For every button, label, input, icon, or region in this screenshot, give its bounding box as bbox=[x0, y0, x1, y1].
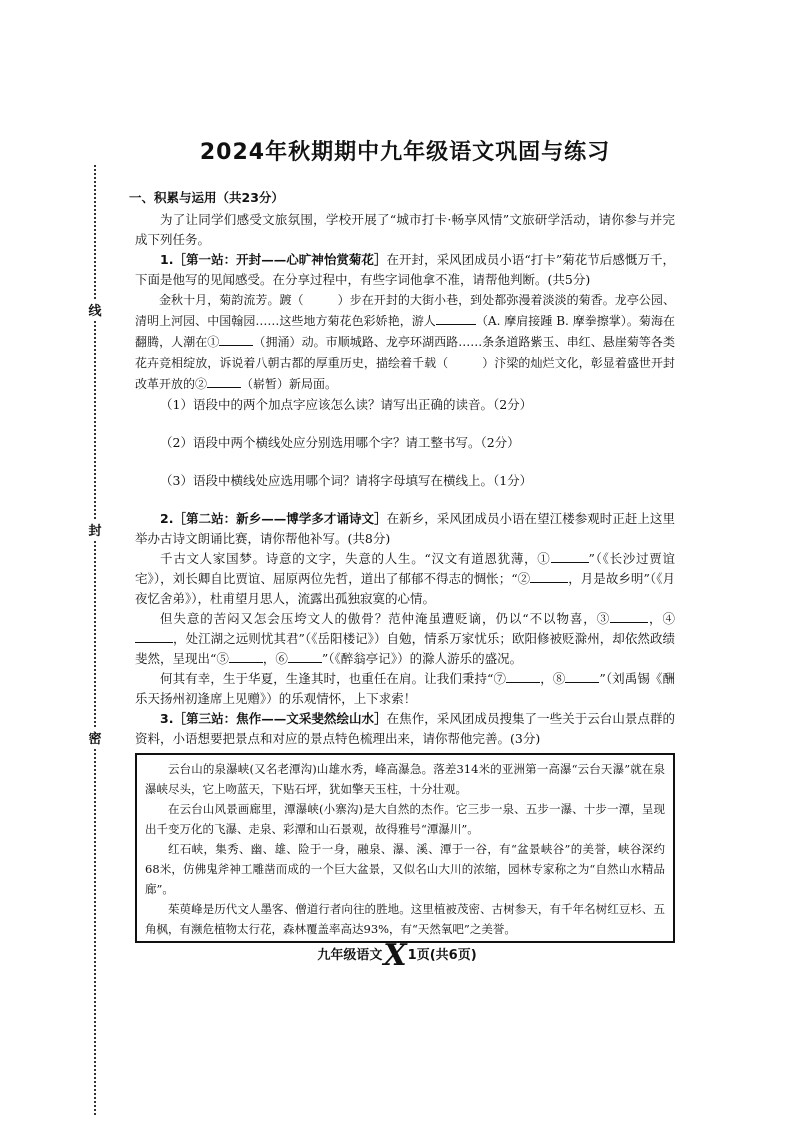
task1-question-3: （3）语段中横线处应选用哪个词？请将字母填写在横线上。（1分） bbox=[160, 473, 533, 488]
footer-page: 1页(共6页) bbox=[407, 948, 477, 963]
task3-text: 在焦作，采风团成员搜集了一些关于云台山景点群的资料，小语想要把景点和对应的景点特色梳理出来，请你帮他完善。(3分) bbox=[135, 711, 675, 746]
task1 bbox=[135, 250, 675, 290]
footer-subject: 九年级语文 bbox=[317, 948, 383, 963]
box-paragraph-2: 在云台山风景画廊里，潭瀑峡(小寨沟)是大自然的杰作。它三步一泉、五步一瀑、十步一潭，呈现出千变万化的飞瀑、走泉、彩潭和山石景观，故得雅号“潭瀑川”。 bbox=[145, 802, 665, 836]
footer-mark: X bbox=[383, 938, 407, 973]
passage-part: 金秋十月，菊韵流芳。踱（ bbox=[159, 293, 304, 307]
passage-part: （崭暂）新局面。 bbox=[241, 377, 338, 391]
answer-blank-2[interactable] bbox=[207, 374, 241, 388]
answer-blank-8[interactable] bbox=[565, 669, 599, 683]
task2-paragraph-2 bbox=[135, 609, 675, 669]
page-footer bbox=[0, 938, 794, 973]
answer-blank-a[interactable] bbox=[436, 311, 476, 325]
content-area bbox=[129, 135, 675, 943]
task2-label: 2.［第二站：新乡——博学多才诵诗文］ bbox=[160, 511, 387, 526]
answer-blank-2[interactable] bbox=[530, 569, 568, 583]
answer-blank-1[interactable] bbox=[551, 549, 589, 563]
task2-paragraph-3 bbox=[135, 669, 675, 709]
task2-text: 在新乡，采风团成员小语在望江楼参观时正赶上这里举办古诗文朗诵比赛，请你帮他补写。(共8分) bbox=[135, 511, 675, 546]
text-part: ，⑥ bbox=[262, 651, 288, 666]
section-heading: 一、积累与运用（共23分） bbox=[129, 190, 284, 205]
task1-question-2: （2）语段中两个横线处应分别选用哪个字？请工整书写。（2分） bbox=[160, 435, 520, 450]
box-paragraph-3: 红石峡，集秀、幽、雄、险于一身，融泉、瀑、溪、潭于一谷，有“盆景峡谷”的美誉，峡谷深约68米，仿佛鬼斧神工雕凿而成的一个巨大盆景，又似名山大川的浓缩，园林专家称之为“自然山水精品廊”。 bbox=[145, 842, 665, 896]
text-part: ，⑧ bbox=[540, 671, 566, 686]
passage-part: ）汴梁的灿烂文化，彰显着盛世开封改革开放的② bbox=[135, 356, 675, 391]
text-part: 何其有幸，生于华夏，生逢其时，也重任在肩。让我们秉持“⑦ bbox=[160, 671, 507, 686]
section-intro: 为了让同学们感受文旅氛围，学校开展了“城市打卡·畅享风情”文旅研学活动，请你参与并完成下列任务。 bbox=[135, 212, 675, 247]
task1-label: 1.［第一站：开封——心旷神怡赏菊花］ bbox=[160, 252, 387, 267]
binding-char-mi: 密 bbox=[84, 728, 106, 747]
text-part: 千古文人家国梦。诗意的文字，失意的人生。“汉文有道恩犹薄，① bbox=[160, 551, 551, 566]
task1-passage bbox=[135, 290, 675, 395]
text-part: ”（《醉翁亭记》）的滁人游乐的盛况。 bbox=[321, 651, 523, 666]
scenic-info-box bbox=[135, 753, 675, 943]
task3-label: 3.［第三站：焦作——文采斐然绘山水］ bbox=[160, 711, 387, 726]
passage-part: （A. 摩肩接踵 B. 摩拳擦掌）。菊海在翻腾，人潮在① bbox=[135, 314, 675, 349]
binding-char-feng: 封 bbox=[84, 520, 106, 539]
task2-paragraph-1 bbox=[135, 549, 675, 609]
task3 bbox=[135, 709, 675, 749]
text-part: 但失意的苦闷又怎会压垮文人的傲骨？范仲淹虽遭贬谪，仍以“不以物喜，③ bbox=[160, 611, 611, 626]
task1-question-1: （1）语段中的两个加点字应该怎么读？请写出正确的读音。（2分） bbox=[160, 397, 533, 412]
answer-blank-6[interactable] bbox=[288, 649, 322, 663]
task2 bbox=[135, 509, 675, 549]
box-paragraph-4: 茱萸峰是历代文人墨客、僧道行者向往的胜地。这里植被茂密、古树参天，有千年名树红豆杉、五角枫，有濒危植物太行花，森林覆盖率高达93%，有“天然氧吧”之美誉。 bbox=[145, 902, 665, 936]
answer-blank-4[interactable] bbox=[135, 629, 173, 643]
task1-text: 在开封，采风团成员小语“打卡”菊花节后感慨万千，下面是他写的见闻感受。在分享过程中，有些字词他拿不准，请帮他判断。(共5分) bbox=[135, 252, 675, 287]
text-part: ，④ bbox=[648, 611, 675, 626]
binding-char-xian: 线 bbox=[84, 300, 106, 319]
text-part: ，处江湖之远则忧其君”（《岳阳楼记》）自勉，情系万家忧乐；欧阳修被贬滁州，却依然政绩斐然，呈现出“⑤ bbox=[135, 631, 675, 666]
answer-blank-5[interactable] bbox=[229, 649, 263, 663]
text-part: ”（刘禹锡《酬乐天扬州初逢席上见赠》）的乐观情怀，上下求索！ bbox=[135, 671, 675, 706]
passage-part: （拥涌）动。市顺城路、龙亭环湖西路……条条道路紫玉、串红、悬崖菊等各类花卉竞相绽放，诉说着八朝古都的厚重历史，描绘着千载（ bbox=[135, 335, 675, 370]
box-paragraph-1: 云台山的泉瀑峡(又名老潭沟)山雄水秀，峰高瀑急。落差314米的亚洲第一高瀑“云台天瀑”就在泉瀑峡尽头，它上吻蓝天，下贴石坪，犹如擎天玉柱，十分壮观。 bbox=[145, 762, 665, 796]
answer-blank-7[interactable] bbox=[506, 669, 540, 683]
page-title: 2024年秋期期中九年级语文巩固与练习 bbox=[199, 140, 611, 165]
text-part: ，月是故乡明”（《月夜忆舍弟》），杜甫望月思人，流露出孤独寂寞的心情。 bbox=[135, 571, 675, 606]
answer-blank-1[interactable] bbox=[219, 332, 253, 346]
text-part: ”（《长沙过贾谊宅》），刘长卿自比贾谊、屈原两位先哲，道出了郁郁不得志的惆怅；“② bbox=[135, 551, 675, 586]
answer-blank-3[interactable] bbox=[610, 609, 648, 623]
passage-part: ）步在开封的大街小巷，到处都弥漫着淡淡的菊香。龙亭公园、清明上河园、中国翰园……这些地方菊花色彩娇艳，游人 bbox=[135, 293, 675, 328]
